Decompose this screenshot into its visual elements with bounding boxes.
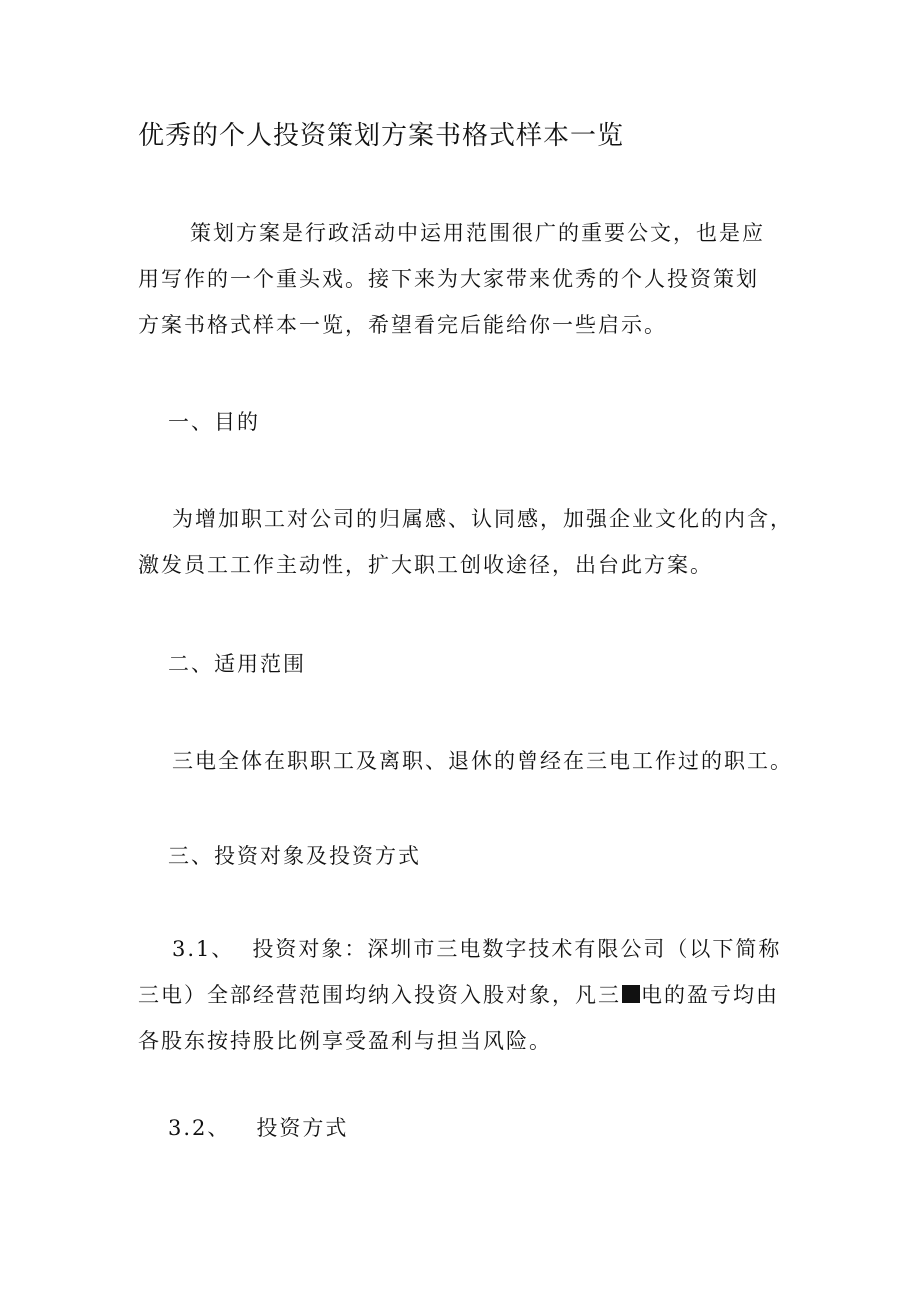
- section-3-2-number: 3.2、: [168, 1116, 231, 1140]
- intro-paragraph: [138, 210, 788, 348]
- document-title: 优秀的个人投资策划方案书格式样本一览: [138, 121, 625, 151]
- section-3-1-line-3: 各股东按持股比例享受盈利与担当风险。: [138, 1029, 552, 1053]
- section-3-1-text: 投资对象：深圳市三电数字技术有限公司（以下简称: [252, 937, 782, 961]
- section-1-line-2: 激发员工工作主动性，扩大职工创收途径，出台此方案。: [138, 553, 713, 577]
- section-1-body: [138, 496, 793, 588]
- section-3-1-line-2: [138, 972, 788, 1018]
- intro-line-2: 用写作的一个重头戏。接下来为大家带来优秀的个人投资策划: [138, 267, 759, 291]
- section-3-1-line-1: [138, 926, 788, 972]
- intro-line-3: 方案书格式样本一览，希望看完后能给你一些启示。: [138, 313, 667, 337]
- section-2-heading: 二、适用范围: [168, 652, 306, 676]
- section-1-heading: 一、目的: [168, 410, 260, 434]
- section-3-1-number: 3.1、: [172, 937, 235, 961]
- section-3-heading: 三、投资对象及投资方式: [168, 844, 421, 868]
- section-3-1-line-2-before: 三电）全部经营范围均纳入投资入股对象，凡三: [138, 983, 621, 1007]
- section-1-line-1: 为增加职工对公司的归属感、认同感，加强企业文化的内含，: [172, 507, 793, 531]
- section-2-line-1: 三电全体在职职工及离职、退休的曾经在三电工作过的职工。: [172, 749, 793, 773]
- section-3-2-heading: [168, 1108, 348, 1148]
- section-3-1-paragraph: [138, 926, 788, 1064]
- section-2-body: [138, 738, 793, 784]
- section-3-1-line-2-after: 电的盈亏均由: [641, 983, 779, 1007]
- section-3-2-text: 投资方式: [256, 1116, 349, 1140]
- redaction-mark: [622, 985, 640, 1003]
- intro-line-1: 策划方案是行政活动中运用范围很广的重要公文，也是应: [190, 221, 765, 245]
